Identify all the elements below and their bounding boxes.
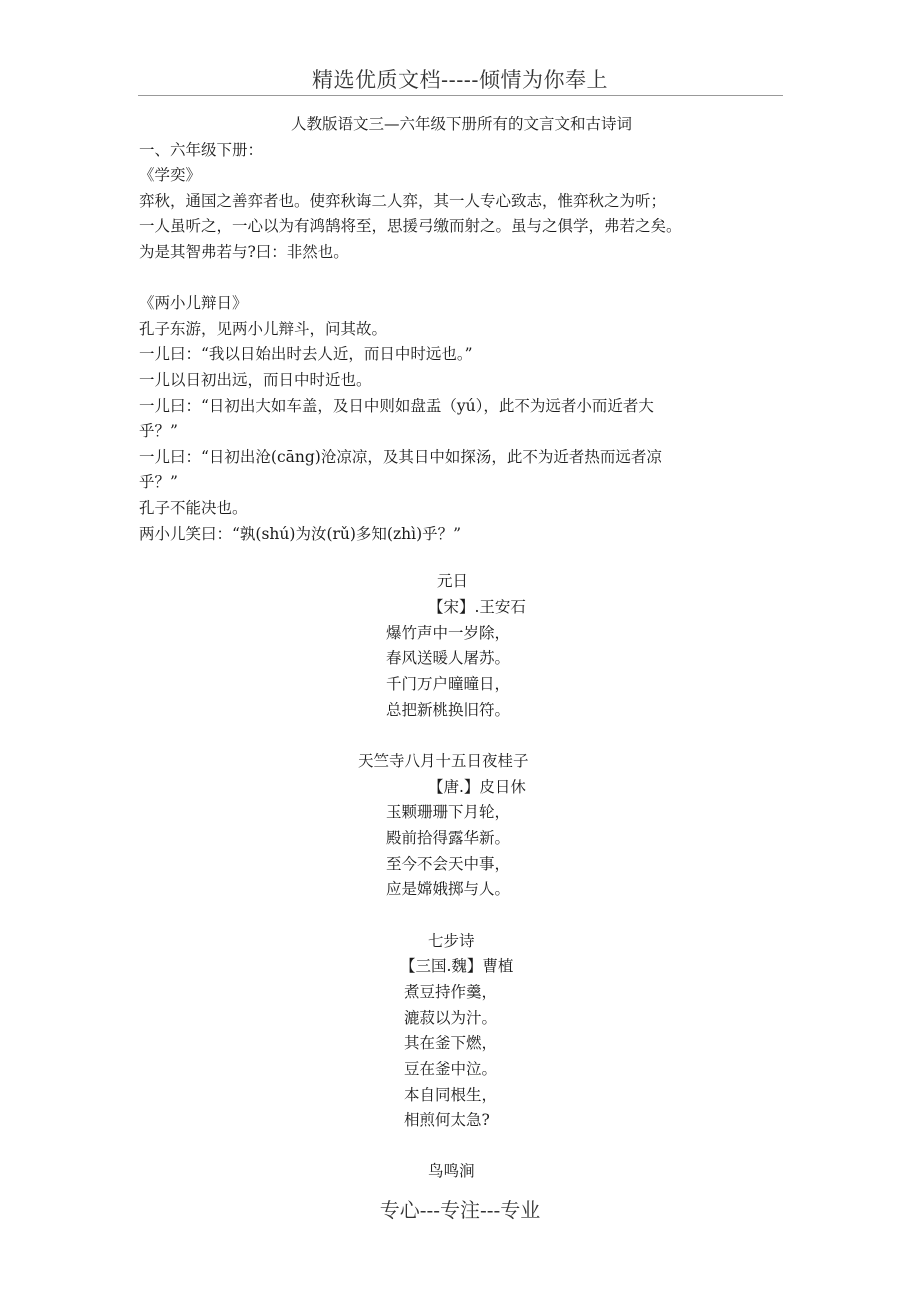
tianzhu-author: 【唐.】皮日休 <box>428 778 526 796</box>
yuanri-line: 春风送暖人屠苏。 <box>386 649 511 667</box>
niaoming-title: 鸟鸣涧 <box>428 1162 475 1180</box>
qibu-title: 七步诗 <box>428 932 475 950</box>
document-body <box>139 112 789 547</box>
tianzhu-line: 至今不会天中事， <box>386 855 511 873</box>
liangxiaoer-line: 一儿以日初出远，而日中时近也。 <box>139 370 372 389</box>
liangxiaoer-line: 两小儿笑曰：“孰(shú)为汝(rǔ)多知(zhì)乎？” <box>139 524 462 543</box>
page-footer: 专心---专注---专业 <box>379 1198 541 1222</box>
yuanri-author: 【宋】.王安石 <box>428 598 526 616</box>
liangxiaoer-title: 《两小儿辩日》 <box>139 294 248 313</box>
document-title: 人教版语文三—六年级下册所有的文言文和古诗词 <box>290 115 632 133</box>
liangxiaoer-line: 乎？” <box>139 473 178 492</box>
liangxiaoer-line: 一儿曰：“日初出大如车盖，及日中则如盘盂（yú），此不为远者小而近者大 <box>139 396 654 415</box>
tianzhu-line: 殿前拾得露华新。 <box>386 829 511 847</box>
yuanri-title: 元日 <box>437 572 469 590</box>
liangxiaoer-line: 一儿曰：“日初出沧(cāng)沧凉凉，及其日中如探汤，此不为近者热而远者凉 <box>139 447 662 466</box>
liangxiaoer-line: 乎？” <box>139 422 178 441</box>
xueyi-line: 一人虽听之，一心以为有鸿鹄将至，思援弓缴而射之。虽与之俱学，弗若之矣。 <box>139 217 682 236</box>
page-header: 精选优质文档-----倾情为你奉上 <box>312 68 608 92</box>
yuanri-line: 千门万户曈曈日， <box>386 675 511 693</box>
section-heading: 一、六年级下册： <box>139 140 264 159</box>
tianzhu-line: 应是嫦娥掷与人。 <box>386 880 511 898</box>
tianzhu-title: 天竺寺八月十五日夜桂子 <box>358 752 529 770</box>
qibu-line: 豆在釜中泣。 <box>404 1060 498 1078</box>
qibu-line: 漉菽以为汁。 <box>404 1009 498 1027</box>
qibu-line: 煮豆持作羹， <box>404 983 498 1001</box>
tianzhu-line: 玉颗珊珊下月轮， <box>386 803 511 821</box>
yuanri-line: 总把新桃换旧符。 <box>386 701 511 719</box>
xueyi-title: 《学奕》 <box>139 166 202 185</box>
header-divider <box>138 95 783 96</box>
blank-line <box>139 266 789 292</box>
qibu-line: 其在釜下燃， <box>404 1034 498 1052</box>
qibu-line: 相煎何太急? <box>404 1111 490 1129</box>
liangxiaoer-line: 孔子东游，见两小儿辩斗，问其故。 <box>139 319 388 338</box>
qibu-author: 【三国.魏】曹植 <box>400 957 514 975</box>
liangxiaoer-line: 孔子不能决也。 <box>139 498 248 517</box>
xueyi-line: 弈秋，通国之善弈者也。使弈秋诲二人弈，其一人专心致志，惟弈秋之为听； <box>139 191 667 210</box>
liangxiaoer-line: 一儿曰：“我以日始出时去人近，而日中时远也。” <box>139 345 473 364</box>
yuanri-line: 爆竹声中一岁除， <box>386 624 511 642</box>
qibu-line: 本自同根生， <box>404 1086 498 1104</box>
xueyi-line: 为是其智弗若与?曰：非然也。 <box>139 242 349 261</box>
